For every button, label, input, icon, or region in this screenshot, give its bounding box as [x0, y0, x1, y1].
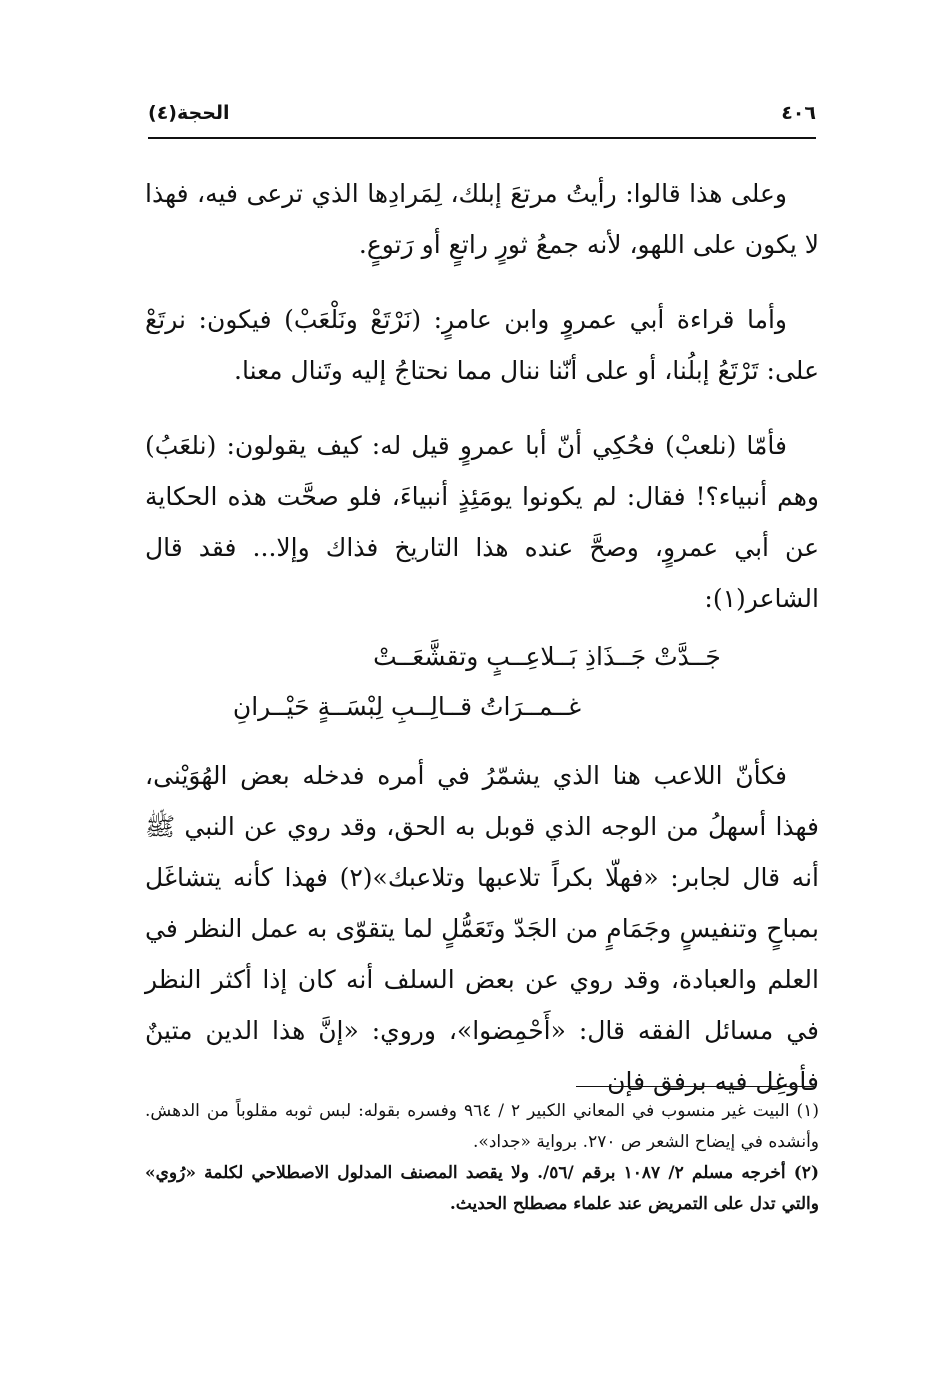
footnote-rule — [576, 1086, 814, 1087]
verse-line-2: غــمــرَاتُ قــالِــبِ لِبْسَــةٍ حَيْــرانِ — [232, 692, 582, 721]
paragraph: فأمّا (نلعبْ) فحُكِي أنّ أبا عمروٍ قيل له: كيف يقولون: (نلعَبُ) وهم أنبياء؟! فقال: لم يكونوا يومَئِذٍ أنبياءَ، فلو صحَّت هذه الحكاية عن أبي عمروٍ، وصحَّ عنده هذا التاريخ فذاك وإلا... فقد قال الشاعر(١): — [145, 431, 819, 613]
verse-line-1: جَــدَّتْ جَــذَاذِ بَــلاعِــبٍ وتقشَّعَــتْ — [373, 642, 721, 671]
running-title: الحجة(٤) — [148, 102, 230, 124]
main-text — [145, 168, 819, 1131]
page-number: ٤٠٦ — [781, 102, 816, 124]
paragraph: وأما قراءة أبي عمروٍ وابن عامرٍ: (نَرْتَعْ ونَلْعَبْ) فيكون: نرتَعْ على: تَرْتَعُ إبلُنا، أو على أنّنا ننال مما نحتاجُ إليه وتَنال معنا. — [145, 305, 819, 385]
footnote: (١) البيت غير منسوب في المعاني الكبير ٢ / ٩٦٤ وفسره بقوله: لبس ثوبه مقلوباً من الدهش. وأنشده في إيضاح الشعر ص ٢٧٠. برواية «جداد». — [145, 1101, 819, 1152]
paragraph: وعلى هذا قالوا: رأيتُ مرتعَ إبلك، لِمَرادِها الذي ترعى فيه، فهذا لا يكون على اللهو، لأنه جمعُ ثورٍ راتعٍ أو رَتوعٍ. — [145, 179, 819, 259]
footnote: (٢) أخرجه مسلم ٢/ ١٠٨٧ برقم /٥٦/. ولا يقصد المصنف المدلول الاصطلاحي لكلمة «رُوي» والتي تدل على التمريض عند علماء مصطلح الحديث. — [145, 1163, 819, 1214]
header-rule — [148, 137, 816, 139]
page-header — [148, 96, 816, 130]
paragraph: فكأنّ اللاعب هنا الذي يشمّرُ في أمره فدخله بعض الهُوَيْنى، فهذا أسهلُ من الوجه الذي قوبل به الحق، وقد روي عن النبي ﷺ أنه قال لجابر: «فهلّا بكراً تلاعبها وتلاعبك»(٢) فهذا كأنه يتشاغَل بمباحٍ وتنفيسٍ وجَمَامٍ من الجَدّ وتَعَمُّلٍ لما يتقوّى به عمل النظر في العلم والعبادة، وقد روي عن بعض السلف أنه كان إذا أكثر النظر في مسائل الفقه قال: «أَحْمِضوا»، وروي: «إنَّ هذا الدين متينٌ فأوغِل فيه برفق فإن — [145, 761, 819, 1096]
footnotes — [145, 1096, 819, 1220]
